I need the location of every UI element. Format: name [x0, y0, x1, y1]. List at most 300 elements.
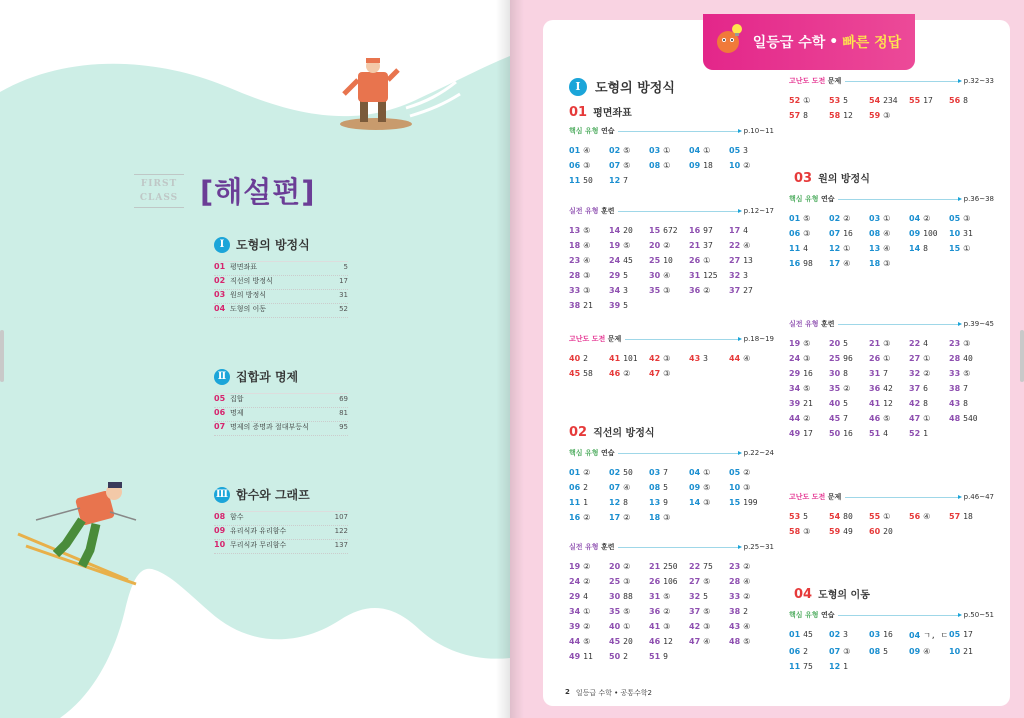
answer-value: 2	[743, 607, 748, 616]
answer-item	[949, 214, 989, 223]
answer-value: ④	[583, 146, 591, 155]
answer-value: ⑤	[703, 483, 711, 492]
page-range: p.36~38	[963, 195, 994, 203]
answer-item	[609, 483, 649, 492]
question-number: 04	[909, 214, 921, 223]
answer-value: ②	[743, 592, 751, 601]
question-number: 39	[789, 399, 801, 408]
question-number: 24	[609, 256, 621, 265]
answer-item	[569, 161, 609, 170]
answer-value: ③	[703, 498, 711, 507]
answer-item	[789, 229, 829, 238]
toc-item-number: 05	[214, 394, 226, 403]
roman-numeral-badge: Ⅰ	[569, 78, 587, 96]
group-type-label: 핵심 유형	[569, 449, 599, 457]
answer-value: 8	[623, 498, 628, 507]
question-number: 17	[609, 513, 621, 522]
group-kind-label: 훈련	[600, 207, 615, 215]
answer-value: ⑤	[583, 226, 591, 235]
toc-item-page: 52	[339, 305, 348, 313]
answer-value: 37	[703, 241, 713, 250]
answer-grid	[789, 96, 994, 120]
right-page	[510, 0, 1024, 718]
footer-text: 일등급 수학 • 공통수학2	[575, 689, 652, 697]
group-c1-real	[569, 204, 774, 310]
roman-numeral-badge: Ⅱ	[214, 369, 230, 385]
answer-value: 3	[743, 146, 748, 155]
toc-item-title: 명제	[230, 409, 244, 417]
answer-item	[649, 146, 689, 155]
answer-value: 3	[843, 630, 848, 639]
question-number: 13	[649, 498, 661, 507]
group-kind-label: 연습	[600, 127, 615, 135]
answer-value: ④	[583, 241, 591, 250]
answer-value: ③	[703, 622, 711, 631]
toc-item-number: 07	[214, 422, 226, 431]
answer-item	[649, 652, 689, 661]
answer-value: 11	[583, 652, 593, 661]
answer-item	[829, 259, 869, 268]
question-number: 12	[829, 662, 841, 671]
question-number: 35	[609, 607, 621, 616]
answer-value: 234	[883, 96, 898, 105]
toc-chapter-heading	[214, 368, 354, 385]
group-c3-real	[789, 317, 994, 438]
answer-item	[569, 256, 609, 265]
answer-value: 106	[663, 577, 678, 586]
answer-value: 50	[583, 176, 593, 185]
group-kind-label: 문제	[827, 493, 842, 501]
question-number: 53	[829, 96, 841, 105]
question-number: 19	[609, 241, 621, 250]
page-number: 2	[565, 688, 570, 696]
question-number: 13	[869, 244, 881, 253]
question-number: 44	[569, 637, 581, 646]
answer-group-label	[789, 194, 834, 204]
answer-item	[829, 647, 869, 656]
question-number: 19	[789, 339, 801, 348]
answer-grid	[569, 226, 774, 310]
answer-value: ②	[583, 622, 591, 631]
answer-grid	[569, 468, 774, 522]
answer-value: ③	[583, 271, 591, 280]
answer-value: 96	[843, 354, 853, 363]
answer-item	[789, 339, 829, 348]
question-number: 27	[909, 354, 921, 363]
page-range: p.46~47	[963, 493, 994, 501]
answer-value: ①	[883, 214, 891, 223]
answer-item	[609, 256, 649, 265]
answer-value: 97	[703, 226, 713, 235]
answer-item	[909, 429, 949, 438]
toc-item-title: 도형의 이동	[230, 305, 267, 313]
question-number: 31	[869, 369, 881, 378]
answer-item	[609, 652, 649, 661]
group-type-label: 고난도 도전	[789, 493, 826, 501]
answer-item	[949, 399, 989, 408]
page-edge-marker	[1020, 330, 1024, 382]
question-number: 17	[829, 259, 841, 268]
answer-value: ③	[883, 259, 891, 268]
question-number: 20	[649, 241, 661, 250]
page-range: p.22~24	[743, 449, 774, 457]
answer-item	[569, 146, 609, 155]
arrow-line-icon	[838, 199, 959, 200]
answer-group-label	[789, 492, 841, 502]
group-type-label: 핵심 유형	[789, 611, 819, 619]
left-page	[0, 0, 510, 718]
question-number: 15	[949, 244, 961, 253]
question-number: 08	[869, 229, 881, 238]
answer-item	[649, 226, 689, 235]
question-number: 23	[729, 562, 741, 571]
answer-item	[829, 384, 869, 393]
answer-value: ㄱ, ㄷ	[923, 631, 949, 640]
question-number: 25	[609, 577, 621, 586]
question-number: 16	[789, 259, 801, 268]
answer-item	[689, 592, 729, 601]
group-c1-hard	[569, 332, 774, 378]
answer-value: 20	[623, 637, 633, 646]
question-number: 03	[869, 214, 881, 223]
question-number: 48	[949, 414, 961, 423]
group-c1-core	[569, 124, 774, 185]
answer-item	[949, 96, 989, 105]
page-footer	[565, 688, 652, 698]
answer-item	[789, 399, 829, 408]
answer-card	[543, 20, 1010, 706]
section-title: [해설편]	[200, 175, 316, 209]
chapter-title: 도형의 이동	[818, 590, 870, 601]
question-number: 15	[729, 498, 741, 507]
question-number: 01	[789, 214, 801, 223]
answer-value: 98	[803, 259, 813, 268]
question-number: 16	[569, 513, 581, 522]
answer-value: ③	[743, 483, 751, 492]
answer-item	[909, 229, 949, 238]
question-number: 50	[609, 652, 621, 661]
toc-item-number: 04	[214, 304, 226, 313]
toc-chapter-title: 도형의 방정식	[236, 238, 310, 252]
question-number: 30	[649, 271, 661, 280]
group-type-label: 고난도 도전	[569, 335, 606, 343]
answer-group-label	[569, 334, 621, 344]
answer-item	[569, 354, 609, 363]
answer-item	[729, 271, 769, 280]
page-range: p.25~31	[743, 543, 774, 551]
answer-value: 21	[583, 301, 593, 310]
toc-item[interactable]	[214, 408, 348, 422]
question-number: 05	[949, 214, 961, 223]
answer-value: ⑤	[623, 607, 631, 616]
answer-item	[729, 146, 769, 155]
toc-item[interactable]	[214, 512, 348, 526]
answer-value: 7	[963, 384, 968, 393]
group-kind-label: 훈련	[820, 320, 835, 328]
answer-item	[729, 577, 769, 586]
question-number: 01	[569, 146, 581, 155]
answer-value: 45	[803, 630, 813, 639]
answer-value: 5	[843, 339, 848, 348]
toc-item[interactable]	[214, 422, 348, 436]
answer-item	[789, 630, 829, 641]
group-c2-real	[569, 540, 774, 661]
answer-item	[869, 229, 909, 238]
answer-item	[689, 607, 729, 616]
answer-value: ②	[623, 562, 631, 571]
question-number: 07	[829, 647, 841, 656]
question-number: 11	[569, 498, 581, 507]
question-number: 26	[869, 354, 881, 363]
answer-item	[689, 226, 729, 235]
answer-item	[909, 630, 949, 641]
chapter-number: 03	[794, 171, 813, 186]
snowboarder-illustration	[336, 58, 466, 132]
answer-item	[869, 512, 909, 521]
question-number: 12	[829, 244, 841, 253]
question-number: 05	[729, 468, 741, 477]
answer-value: 16	[803, 369, 813, 378]
answer-item	[789, 512, 829, 521]
toc-item[interactable]	[214, 526, 348, 540]
question-number: 02	[829, 214, 841, 223]
group-c3-hard	[789, 490, 994, 536]
toc-item[interactable]	[214, 276, 348, 290]
toc-list	[214, 261, 348, 318]
group-c4-core	[789, 608, 994, 671]
question-number: 38	[729, 607, 741, 616]
toc-item[interactable]	[214, 540, 348, 554]
answer-value: 21	[803, 399, 813, 408]
answer-value: ③	[803, 229, 811, 238]
answer-value: ③	[963, 339, 971, 348]
question-number: 36	[689, 286, 701, 295]
answer-item	[689, 161, 729, 170]
answer-value: 5	[803, 512, 808, 521]
answer-value: ④	[623, 483, 631, 492]
answer-item	[789, 429, 829, 438]
answer-value: ③	[663, 354, 671, 363]
question-number: 42	[689, 622, 701, 631]
question-number: 21	[869, 339, 881, 348]
answer-item	[569, 226, 609, 235]
question-number: 01	[789, 630, 801, 639]
answer-item	[729, 241, 769, 250]
question-number: 59	[869, 111, 881, 120]
answer-value: ③	[883, 339, 891, 348]
answer-value: ①	[623, 622, 631, 631]
answer-item	[569, 286, 609, 295]
question-number: 37	[729, 286, 741, 295]
answer-item	[689, 354, 729, 363]
answer-item	[609, 161, 649, 170]
answer-value: 2	[583, 354, 588, 363]
answer-item	[609, 176, 649, 185]
page-range: p.50~51	[963, 611, 994, 619]
question-number: 57	[949, 512, 961, 521]
question-number: 04	[909, 631, 921, 640]
skier-illustration	[16, 480, 146, 590]
toc-item[interactable]	[214, 304, 348, 318]
question-number: 25	[649, 256, 661, 265]
answer-value: 8	[843, 369, 848, 378]
answer-item	[569, 468, 609, 477]
answer-item	[909, 399, 949, 408]
answer-item	[609, 498, 649, 507]
answer-value: ③	[803, 354, 811, 363]
answer-item	[729, 286, 769, 295]
banner-subtitle: 빠른 정답	[842, 35, 902, 51]
question-number: 06	[569, 161, 581, 170]
answer-item	[869, 647, 909, 656]
toc-chapter-title: 함수와 그래프	[236, 488, 310, 502]
answer-item	[689, 468, 729, 477]
answer-value: 9	[663, 498, 668, 507]
answer-value: 5	[843, 96, 848, 105]
answer-item	[609, 592, 649, 601]
group-type-label: 핵심 유형	[569, 127, 599, 135]
question-number: 58	[829, 111, 841, 120]
question-number: 28	[729, 577, 741, 586]
question-number: 40	[829, 399, 841, 408]
answer-value: ⑤	[583, 637, 591, 646]
answer-item	[869, 354, 909, 363]
answer-value: ②	[623, 513, 631, 522]
answer-value: ⑤	[803, 339, 811, 348]
question-number: 45	[609, 637, 621, 646]
question-number: 06	[789, 647, 801, 656]
answer-value: 20	[883, 527, 893, 536]
question-number: 08	[649, 161, 661, 170]
answer-value: 12	[883, 399, 893, 408]
question-number: 36	[649, 607, 661, 616]
answer-item	[949, 630, 989, 641]
answer-value: ⑤	[703, 607, 711, 616]
answer-item	[569, 607, 609, 616]
answer-value: 8	[923, 244, 928, 253]
page-range: p.10~11	[743, 127, 774, 135]
question-number: 19	[569, 562, 581, 571]
question-number: 55	[869, 512, 881, 521]
question-number: 38	[949, 384, 961, 393]
arrow-line-icon	[625, 339, 739, 340]
answer-item	[869, 414, 909, 423]
arrow-line-icon	[618, 131, 739, 132]
answer-value: ①	[923, 414, 931, 423]
answer-value: ②	[743, 468, 751, 477]
toc-chapter-3	[214, 486, 354, 554]
answer-value: 17	[923, 96, 933, 105]
answer-item	[609, 241, 649, 250]
answer-value: 49	[843, 527, 853, 536]
question-number: 31	[689, 271, 701, 280]
answer-value: ⑤	[623, 241, 631, 250]
group-type-label: 실전 유형	[789, 320, 819, 328]
question-number: 07	[829, 229, 841, 238]
toc-item[interactable]	[214, 262, 348, 276]
answer-item	[789, 96, 829, 105]
question-number: 25	[829, 354, 841, 363]
answer-value: ②	[583, 562, 591, 571]
question-number: 04	[689, 468, 701, 477]
toc-item-title: 유리식과 유리함수	[230, 527, 287, 535]
page-edge-marker	[0, 330, 4, 382]
first-class-line1: FIRST	[140, 179, 178, 189]
question-number: 11	[789, 662, 801, 671]
group-c2-core	[569, 446, 774, 522]
answer-item	[569, 577, 609, 586]
answer-grid	[789, 630, 994, 671]
question-number: 10	[729, 483, 741, 492]
answer-value: 4	[883, 429, 888, 438]
first-class-line2: CLASS	[139, 193, 179, 203]
answer-item	[829, 527, 869, 536]
answer-value: ⑤	[803, 214, 811, 223]
answer-value: 75	[803, 662, 813, 671]
answer-item	[649, 607, 689, 616]
answer-value: ④	[743, 622, 751, 631]
answer-value: ①	[703, 146, 711, 155]
answer-value: 16	[883, 630, 893, 639]
answer-value: 2	[583, 483, 588, 492]
question-number: 20	[609, 562, 621, 571]
toc-chapter-title: 집합과 명제	[236, 370, 299, 384]
answer-value: ①	[703, 468, 711, 477]
answer-item	[949, 369, 989, 378]
toc-item-number: 02	[214, 276, 226, 285]
answer-item	[689, 498, 729, 507]
answer-value: 58	[583, 369, 593, 378]
question-number: 37	[689, 607, 701, 616]
answer-item	[609, 637, 649, 646]
toc-item[interactable]	[214, 290, 348, 304]
question-number: 26	[689, 256, 701, 265]
answer-group-label	[789, 76, 841, 86]
answer-item	[869, 369, 909, 378]
question-number: 43	[729, 622, 741, 631]
question-number: 35	[649, 286, 661, 295]
question-number: 10	[729, 161, 741, 170]
answer-value: ⑤	[623, 146, 631, 155]
answer-item	[649, 622, 689, 631]
question-number: 12	[609, 176, 621, 185]
question-number: 23	[949, 339, 961, 348]
answer-item	[729, 468, 769, 477]
toc-item-page: 81	[339, 409, 348, 417]
question-number: 20	[829, 339, 841, 348]
answer-item	[569, 562, 609, 571]
answer-item	[729, 483, 769, 492]
answer-value: 40	[963, 354, 973, 363]
answer-group-header	[569, 332, 774, 346]
answer-item	[609, 354, 649, 363]
question-number: 06	[569, 483, 581, 492]
answer-item	[609, 607, 649, 616]
arrow-line-icon	[845, 81, 959, 82]
question-number: 02	[609, 468, 621, 477]
answer-value: ②	[743, 161, 751, 170]
answer-item	[829, 429, 869, 438]
question-number: 06	[789, 229, 801, 238]
answer-grid	[789, 339, 994, 438]
question-number: 09	[909, 229, 921, 238]
answer-value: 75	[703, 562, 713, 571]
question-number: 47	[649, 369, 661, 378]
toc-item[interactable]	[214, 394, 348, 408]
question-number: 01	[569, 468, 581, 477]
answer-value: ①	[883, 512, 891, 521]
answer-group-label	[569, 448, 614, 458]
